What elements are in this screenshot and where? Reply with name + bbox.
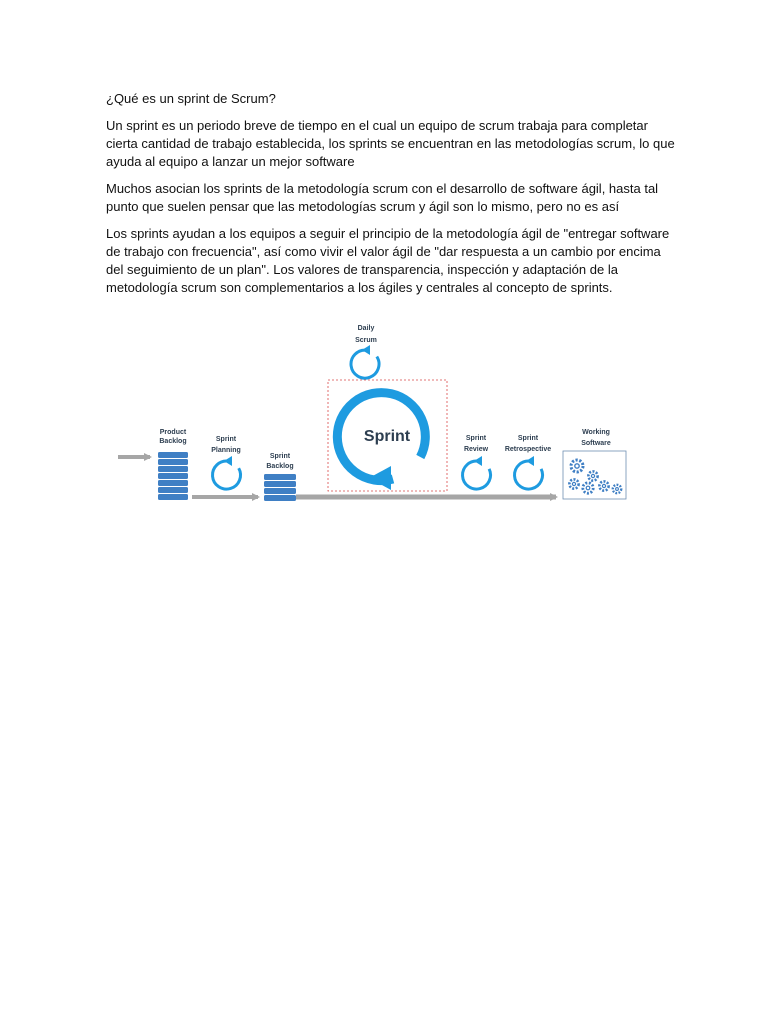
- sprint-label: Sprint: [363, 428, 411, 445]
- sprint-backlog-stack-icon: [264, 474, 296, 501]
- paragraph-line: Un sprint es un periodo breve de tiempo en el cual un equipo de scrum trabaja para completar: [106, 118, 648, 133]
- paragraph-line: ayuda al equipo a lanzar un mejor software: [106, 154, 355, 169]
- paragraph-line: Muchos asocian los sprints de la metodología scrum con el desarrollo de software ágil, hasta tal: [106, 181, 659, 196]
- paragraph-line: punto que suelen pensar que las metodologías scrum y ágil son lo mismo, pero no es así: [106, 199, 620, 214]
- sprint-retrospective: [505, 435, 551, 489]
- paragraph-line: metodología scrum son complementarios a los ágiles y centrales al concepto de sprints.: [106, 280, 613, 295]
- sprint-review: [463, 435, 491, 489]
- document-heading: ¿Qué es un sprint de Scrum?: [106, 91, 276, 106]
- paragraph-line: del seguimiento de un plan". Los valores de transparencia, inspección y adaptación de la: [106, 262, 618, 277]
- sprint-backlog: [264, 453, 296, 501]
- review-cycle-icon: [463, 456, 491, 489]
- sprint-backlog-label-1: Sprint: [269, 453, 291, 460]
- paragraph-line: Los sprints ayudan a los equipos a seguir el principio de la metodología ágil de "entregar software: [106, 226, 670, 241]
- sprint-retrospective-label-2: Retrospective: [504, 446, 552, 453]
- paragraph-line: cierta cantidad de trabajo establecida, los sprints se encuentran en las metodologías scrum, lo que: [106, 136, 675, 151]
- paragraph-line: de trabajo con frecuencia", así como vivir el valor ágil de "dar respuesta a un cambio por encima: [106, 244, 661, 259]
- sprint-box: [328, 380, 447, 491]
- product-backlog-label-2: Backlog: [159, 438, 187, 445]
- working-software-label-2: Software: [581, 440, 611, 447]
- sprint-backlog-label-2: Backlog: [266, 463, 294, 470]
- sprint-retrospective-label-1: Sprint: [517, 435, 539, 442]
- sprint-review-label-1: Sprint: [465, 435, 487, 442]
- daily-scrum-cycle-icon: [351, 345, 379, 378]
- sprint-planning: [211, 436, 241, 489]
- sprint-planning-label-1: Sprint: [215, 436, 237, 443]
- product-backlog-stack-icon: [158, 452, 188, 500]
- working-software-label-1: Working: [582, 429, 610, 436]
- daily-scrum-label-2: Scrum: [355, 337, 377, 344]
- planning-cycle-icon: [213, 456, 241, 489]
- product-backlog-label-1: Product: [159, 429, 187, 436]
- sprint-planning-label-2: Planning: [211, 447, 241, 454]
- retrospective-cycle-icon: [515, 456, 543, 489]
- working-software: [563, 429, 626, 499]
- daily-scrum-label-1: Daily: [357, 325, 375, 332]
- daily-scrum: [351, 325, 379, 378]
- sprint-review-label-2: Review: [463, 446, 489, 453]
- product-backlog: [158, 429, 188, 500]
